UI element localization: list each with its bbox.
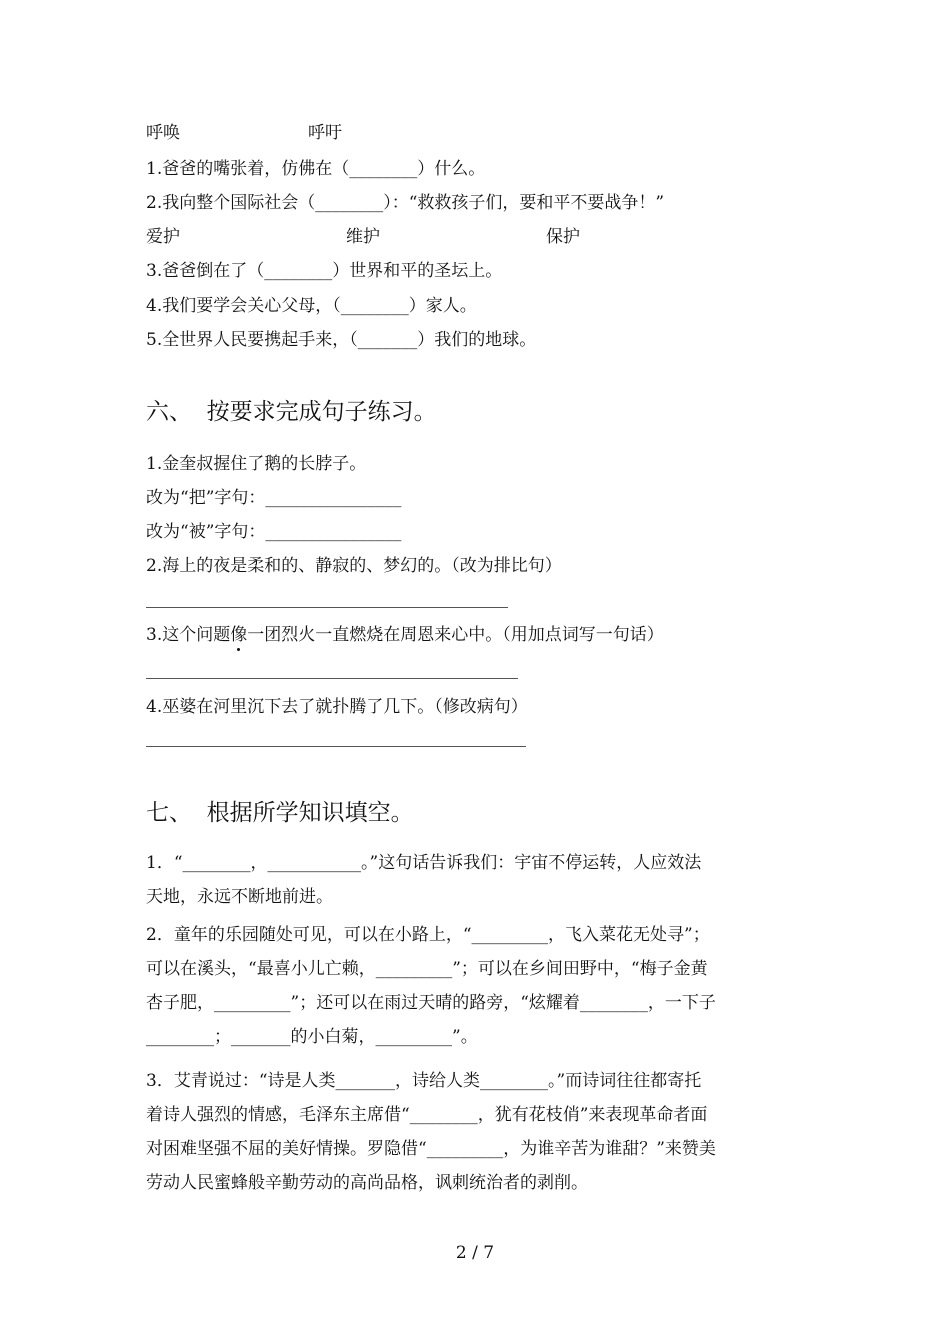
question-text: 4.我们要学会关心父母，（________）家人。 [146, 296, 477, 316]
answer-prompt: 改为“被”字句：________________ [146, 522, 402, 542]
answer-prompt: 改为“把”字句：________________ [146, 488, 402, 508]
section-heading: 七、 根据所学知识填空。 [146, 800, 414, 826]
answer-line [146, 746, 526, 747]
question-paragraph: 3．艾青说过：“诗是人类_______，诗给人类________。”而诗词往往都寄托 着诗人强烈的情感，毛泽东主席借“________，犹有花枝俏”来表现革命者面 对困难坚强不屈的美好情操。罗隐借“_________，为谁辛苦为谁甜？”来赞美 劳动人民蜜蜂般辛勤劳动的高尚品格，讽刺统治者的剥削。 [146, 1071, 716, 1193]
word-option: 维护 [346, 227, 380, 247]
emphasis-dot-word: 像 [230, 625, 248, 645]
answer-line [146, 678, 518, 679]
question-text: 1.爸爸的嘴张着，仿佛在（________）什么。 [146, 159, 486, 179]
word-option: 保护 [546, 227, 580, 247]
word-option: 爱护 [146, 227, 180, 247]
question-text: 2.我向整个国际社会（________）：“救救孩子们，要和平不要战争！” [146, 193, 665, 213]
question-text: 2.海上的夜是柔和的、静寂的、梦幻的。（改为排比句） [146, 556, 562, 576]
question-paragraph: 2．童年的乐园随处可见，可以在小路上，“_________，飞入菜花无处寻”； 可以在溪头，“最喜小儿亡赖，_________”；可以在乡间田野中，“梅子金黄 杏子肥，_________”；还可以在雨过天晴的路旁，“炫耀着________，一下子 ________；_______的小白菊，_________”。 [146, 925, 716, 1047]
word-option: 呼唤 [146, 123, 180, 143]
question-text: 1.金奎叔握住了鹅的长脖子。 [146, 454, 367, 474]
question-text: 5.全世界人民要携起手来，（_______）我们的地球。 [146, 330, 537, 350]
question-paragraph: 1．“________，___________。”这句话告诉我们：宇宙不停运转，人应效法 天地，永远不断地前进。 [146, 853, 702, 907]
word-option: 呼吁 [308, 123, 342, 143]
question-text: 3.这个问题像一团烈火一直燃烧在周恩来心中。（用加点词写一句话） [146, 625, 664, 645]
page-number: 2 / 7 [455, 1243, 495, 1263]
question-text: 4.巫婆在河里沉下去了就扑腾了几下。（修改病句） [146, 697, 528, 717]
question-text: 3.爸爸倒在了（________）世界和平的圣坛上。 [146, 261, 503, 281]
answer-line [146, 607, 508, 608]
section-heading: 六、 按要求完成句子练习。 [146, 399, 437, 425]
